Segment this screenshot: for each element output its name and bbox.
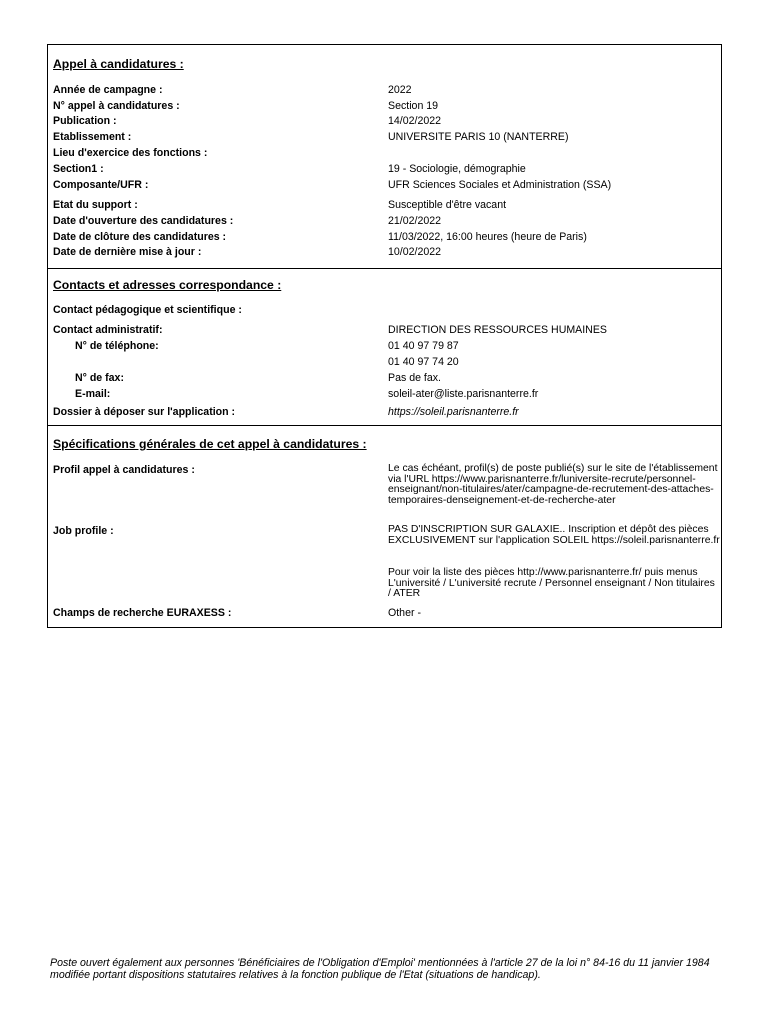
- value-etablissement: UNIVERSITE PARIS 10 (NANTERRE): [388, 131, 569, 143]
- label-date-cloture: Date de clôture des candidatures :: [53, 231, 227, 243]
- label-job-profile: Job profile :: [53, 525, 114, 537]
- label-email: E-mail:: [75, 388, 111, 400]
- label-composante: Composante/UFR :: [53, 179, 149, 191]
- value-telephone-2: 01 40 97 74 20: [388, 356, 459, 368]
- label-etat-support: Etat du support :: [53, 199, 138, 211]
- label-contact-administratif: Contact administratif:: [53, 324, 163, 336]
- section-divider: [48, 268, 721, 269]
- value-composante: UFR Sciences Sociales et Administration (SSA): [388, 179, 612, 191]
- section-divider: [48, 425, 721, 426]
- value-etat-support: Susceptible d'être vacant: [388, 199, 507, 211]
- value-annee: 2022: [388, 84, 412, 96]
- label-telephone: N° de téléphone:: [75, 340, 159, 352]
- value-section1: 19 - Sociologie, démographie: [388, 163, 526, 175]
- section-title-appel: Appel à candidatures :: [53, 57, 184, 71]
- document-frame: [47, 44, 722, 628]
- label-date-ouverture: Date d'ouverture des candidatures :: [53, 215, 234, 227]
- value-date-cloture: 11/03/2022, 16:00 heures (heure de Paris): [388, 231, 587, 243]
- label-publication: Publication :: [53, 115, 117, 127]
- label-euraxess: Champs de recherche EURAXESS :: [53, 607, 232, 619]
- label-numero-appel: N° appel à candidatures :: [53, 100, 180, 112]
- footer-note: Poste ouvert également aux personnes 'Bénéficiaires de l'Obligation d'Emploi' mentionnées à l'article 27 de la loi n° 84-16 du 11 janvier 1984 modifiée portant dispositions statutaires relatives à la fonction publique de l'Etat (situations de handicap).: [50, 957, 710, 981]
- label-etablissement: Etablissement :: [53, 131, 132, 143]
- value-euraxess: Other -: [388, 607, 421, 619]
- value-job-profile-1: PAS D'INSCRIPTION SUR GALAXIE.. Inscription et dépôt des pièces EXCLUSIVEMENT sur l'application SOLEIL https://soleil.parisnanterre.fr: [388, 524, 720, 546]
- label-fax: N° de fax:: [75, 372, 124, 384]
- label-date-maj: Date de dernière mise à jour :: [53, 246, 202, 258]
- label-section1: Section1 :: [53, 163, 104, 175]
- value-email[interactable]: soleil-ater@liste.parisnanterre.fr: [388, 388, 539, 400]
- value-date-maj: 10/02/2022: [388, 246, 442, 258]
- value-fax: Pas de fax.: [388, 372, 441, 384]
- section-title-contacts: Contacts et adresses correspondance :: [53, 278, 282, 292]
- value-numero-appel: Section 19: [388, 100, 439, 112]
- label-dossier: Dossier à déposer sur l'application :: [53, 406, 236, 418]
- value-telephone-1: 01 40 97 79 87: [388, 340, 459, 352]
- label-profil: Profil appel à candidatures :: [53, 464, 195, 476]
- value-profil: Le cas échéant, profil(s) de poste publié(s) sur le site de l'établissement via l'URL https://www.parisnanterre.fr/luniversite-recrute/personnel-enseignant/non-titulaires/ater/campagne-de-recrutement-des-attaches-temporaires-denseignement-et-de-recherche-ater: [388, 463, 718, 506]
- value-job-profile-2: Pour voir la liste des pièces http://www.parisnanterre.fr/ puis menus L'université / L'université recrute / Personnel enseignant / Non titulaires / ATER: [388, 567, 715, 599]
- label-annee: Année de campagne :: [53, 84, 163, 96]
- value-publication: 14/02/2022: [388, 115, 442, 127]
- label-lieu: Lieu d'exercice des fonctions :: [53, 147, 208, 159]
- link-application[interactable]: https://soleil.parisnanterre.fr: [388, 406, 519, 418]
- label-contact-pedagogique: Contact pédagogique et scientifique :: [53, 304, 242, 316]
- value-contact-administratif: DIRECTION DES RESSOURCES HUMAINES: [388, 324, 607, 336]
- value-date-ouverture: 21/02/2022: [388, 215, 442, 227]
- section-title-specifications: Spécifications générales de cet appel à candidatures :: [53, 437, 367, 451]
